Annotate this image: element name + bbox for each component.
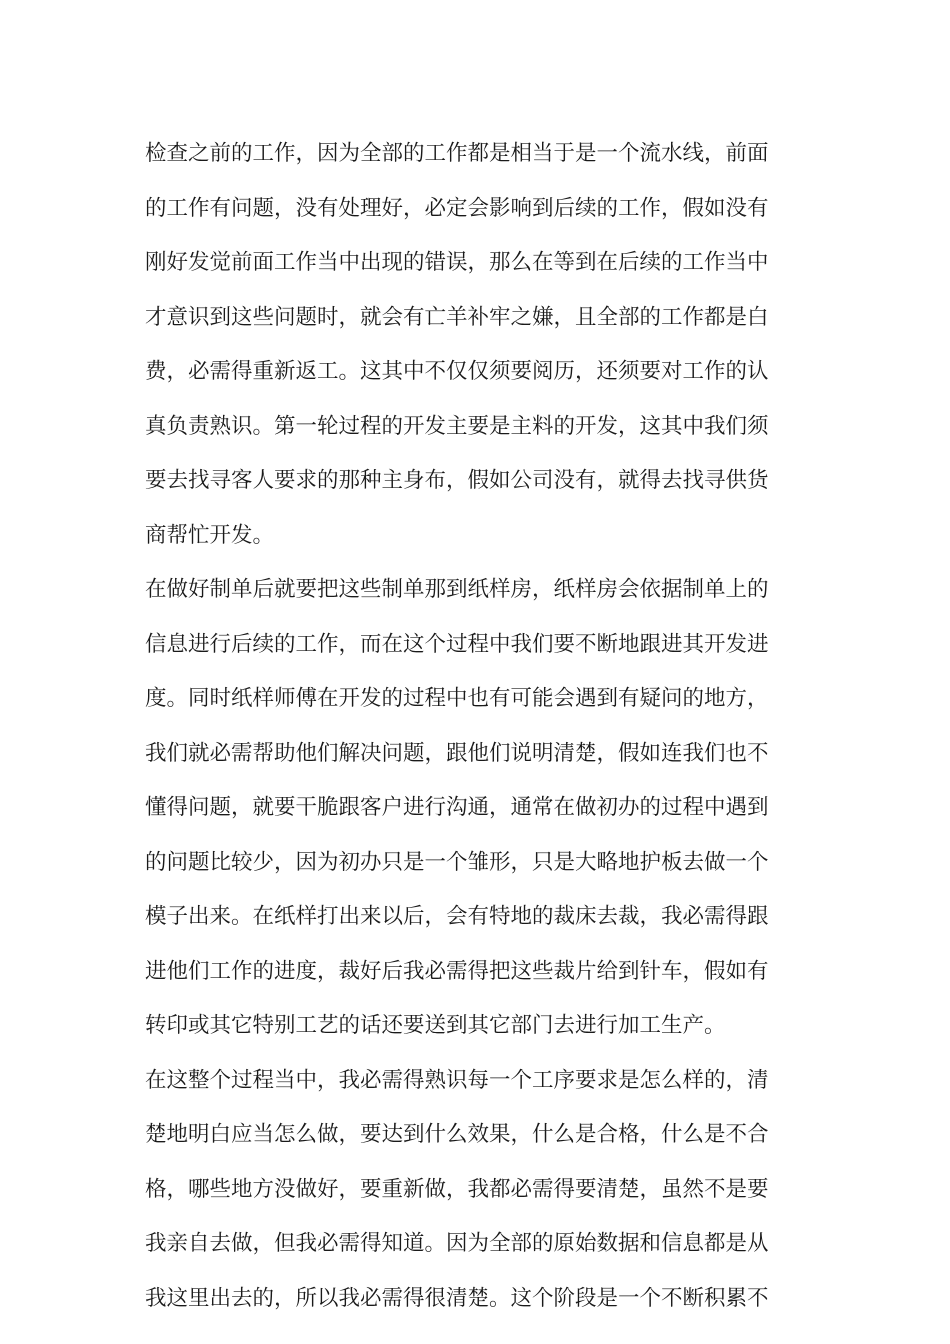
text-line: 在做好制单后就要把这些制单那到纸样房，纸样房会依据制单上的: [145, 577, 769, 602]
text-line: 信息进行后续的工作，而在这个过程中我们要不断地跟进其开发进: [145, 631, 769, 657]
text-line: 的工作有问题，没有处理好，必定会影响到后续的工作，假如没有: [145, 195, 769, 221]
text-line: 费，必需得重新返工。这其中不仅仅须要阅历，还须要对工作的认: [145, 359, 769, 384]
text-line: 格，哪些地方没做好，要重新做，我都必需得要清楚，虽然不是要: [145, 1176, 769, 1202]
text-line: 楚地明白应当怎么做，要达到什么效果，什么是合格，什么是不合: [145, 1122, 769, 1147]
text-line: 度。同时纸样师傅在开发的过程中也有可能会遇到有疑问的地方，: [145, 686, 769, 711]
text-line: 进他们工作的进度，裁好后我必需得把这些裁片给到针车，假如有: [145, 958, 769, 984]
text-line: 在这整个过程当中，我必需得熟识每一个工序要求是怎么样的，清: [145, 1067, 769, 1093]
text-line: 转印或其它特别工艺的话还要送到其它部门去进行加工生产。: [145, 1013, 726, 1038]
text-line: 的问题比较少，因为初办只是一个雏形，只是大略地护板去做一个: [145, 849, 769, 875]
text-line: 我这里出去的，所以我必需得很清楚。这个阶段是一个不断积累不: [145, 1285, 769, 1311]
text-line: 我亲自去做，但我必需得知道。因为全部的原始数据和信息都是从: [145, 1231, 769, 1256]
text-line: 刚好发觉前面工作当中出现的错误，那么在等到在后续的工作当中: [145, 250, 769, 275]
text-line: 真负责熟识。第一轮过程的开发主要是主料的开发，这其中我们须: [145, 413, 769, 439]
text-line: 才意识到这些问题时，就会有亡羊补牢之嫌，且全部的工作都是白: [145, 304, 769, 330]
text-line: 检查之前的工作，因为全部的工作都是相当于是一个流水线，前面: [145, 141, 769, 166]
body-text: [145, 127, 825, 1326]
text-line: 我们就必需帮助他们解决问题，跟他们说明清楚，假如连我们也不: [145, 740, 769, 766]
text-line: 懂得问题，就要干脆跟客户进行沟通，通常在做初办的过程中遇到: [145, 795, 769, 820]
text-line: 要去找寻客人要求的那种主身布，假如公司没有，就得去找寻供货: [145, 468, 769, 493]
text-line: 商帮忙开发。: [145, 522, 275, 548]
text-line: 模子出来。在纸样打出来以后，会有特地的裁床去裁，我必需得跟: [145, 904, 769, 929]
